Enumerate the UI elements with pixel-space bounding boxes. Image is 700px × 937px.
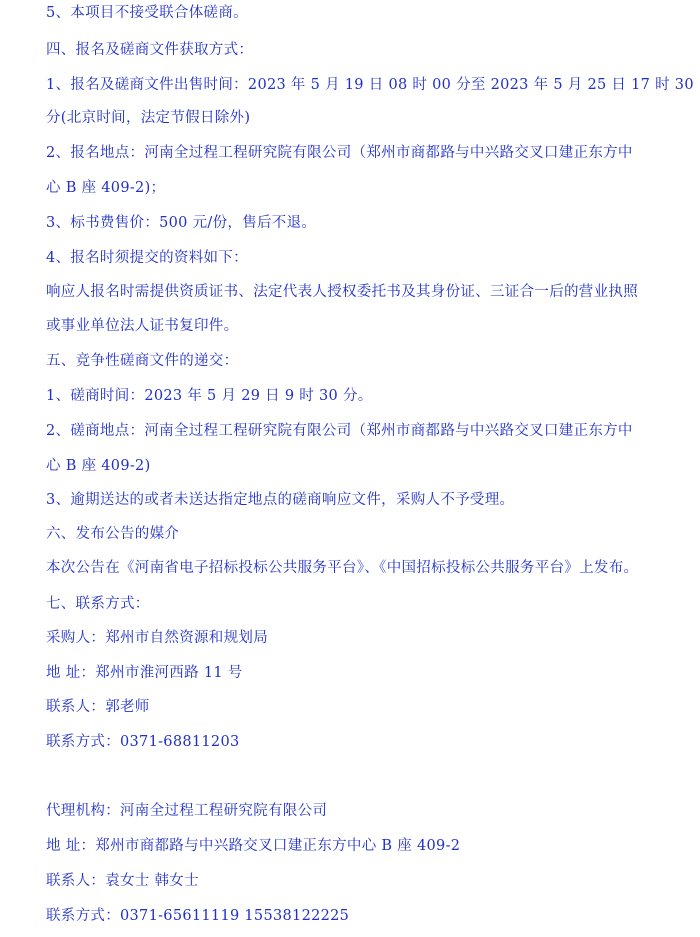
agency-contact-phone: 联系方式：0371-65611119 15538122225	[46, 908, 350, 924]
section-heading: 六、发布公告的媒介	[46, 526, 180, 542]
text-line: 心 B 座 409-2)	[46, 458, 151, 474]
contact-phone: 联系方式：0371-68811203	[46, 734, 240, 750]
text-line: 3、标书费售价：500 元/份，售后不退。	[46, 215, 317, 231]
contact-address: 地 址：郑州市淮河西路 11 号	[46, 665, 243, 681]
contact-person: 联系人：郭老师	[46, 699, 150, 715]
section-heading: 五、竞争性磋商文件的递交：	[46, 353, 239, 369]
section-heading: 七、联系方式：	[46, 596, 150, 612]
text-line: 分(北京时间，法定节假日除外)	[46, 110, 251, 126]
text-line: 1、磋商时间：2023 年 5 月 29 日 9 时 30 分。	[46, 388, 373, 404]
contact-buyer: 采购人：郑州市自然资源和规划局	[46, 630, 268, 646]
text-line: 4、报名时须提交的资料如下：	[46, 250, 248, 266]
agency-name: 代理机构：河南全过程工程研究院有限公司	[46, 803, 328, 819]
text-line: 响应人报名时需提供资质证书、法定代表人授权委托书及其身份证、三证合一后的营业执照	[46, 284, 638, 300]
text-line: 2、报名地点：河南全过程工程研究院有限公司（郑州市商都路与中兴路交叉口建正东方中	[46, 145, 633, 161]
text-line: 本次公告在《河南省电子招标投标公共服务平台》、《中国招标投标公共服务平台》上发布。	[46, 560, 639, 576]
agency-contact-person: 联系人：袁女士 韩女士	[46, 873, 199, 889]
text-line: 3、逾期送达的或者未送达指定地点的磋商响应文件，采购人不予受理。	[46, 492, 515, 508]
text-line: 5、本项目不接受联合体磋商。	[46, 5, 248, 21]
text-line: 1、报名及磋商文件出售时间：2023 年 5 月 19 日 08 时 00 分至 2023 年 5 月 25 日 17 时 30	[46, 77, 694, 93]
section-heading: 四、报名及磋商文件获取方式：	[46, 42, 254, 58]
agency-address: 地 址：郑州市商都路与中兴路交叉口建正东方中心 B 座 409-2	[46, 838, 461, 854]
text-line: 或事业单位法人证书复印件。	[46, 318, 239, 334]
text-line: 心 B 座 409-2)；	[46, 180, 166, 196]
text-line: 2、磋商地点：河南全过程工程研究院有限公司（郑州市商都路与中兴路交叉口建正东方中	[46, 423, 633, 439]
